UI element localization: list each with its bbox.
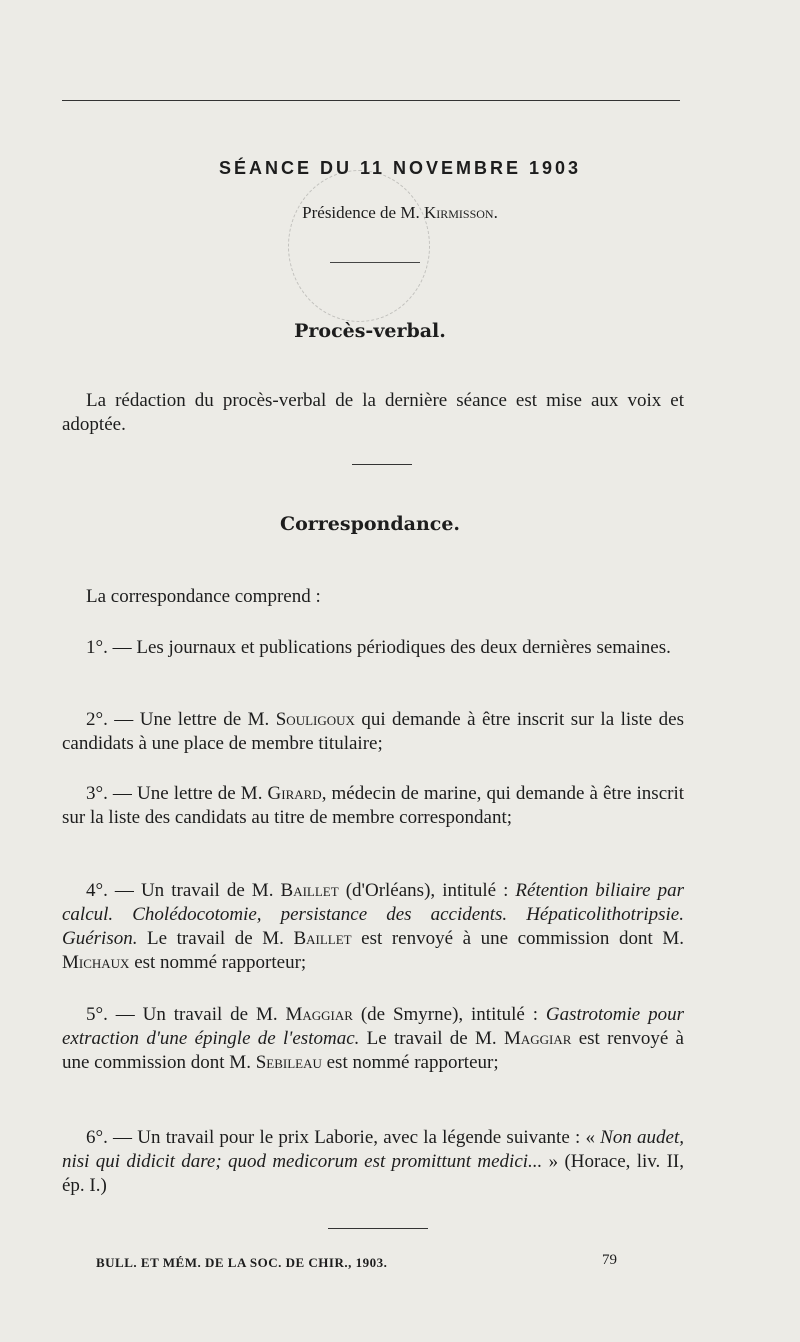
item-1: 1°. — Les journaux et publications périodiques des deux dernières semaines. [86,637,671,658]
stamp-line [330,262,420,263]
presidence-prefix: Présidence de M. [302,203,424,222]
author-name: Souligoux [275,709,355,730]
item-6: 6°. — Un travail pour le prix Laborie, avec la légende suivante : « Non audet, nisi qui didicit dare; quod medicorum est promittunt medici... » (Horace, liv. II, ép. I.) [62,1127,684,1196]
library-stamp [288,170,430,322]
item-3: 3°. — Une lettre de M. Girard, médecin de marine, qui demande à être inscrit sur la liste des candidats au titre de membre correspondant; [62,783,685,828]
item-2: 2°. — Une lettre de M. Souligoux qui demande à être inscrit sur la liste des candidats à une place de membre titulaire; [62,709,685,754]
proces-verbal-title: Procès-verbal. [294,320,446,342]
work-title: Rétention biliaire par calcul. Cholédocotomie, persistance des accidents. Hépaticolithotripsie. Guérison. [62,880,684,949]
author-name: Girard [267,783,322,804]
correspondance-title: Correspondance. [279,513,461,535]
section-divider [352,464,412,465]
journal-footer: BULL. ET MÉM. DE LA SOC. DE CHIR., 1903. [96,1255,388,1270]
rapporteur-name: Sebileau [255,1052,322,1073]
item-5: 5°. — Un travail de M. Maggiar (de Smyrne), intitulé : Gastrotomie pour extraction d'une épingle de l'estomac. Le travail de M. Maggiar est renvoyé à une commission dont M. Sebileau est nommé rapporteur; [62,1004,684,1073]
top-rule [62,100,680,101]
author-name: Baillet [280,880,339,901]
correspondance-intro: La correspondance comprend : [86,586,321,607]
latin-quote: Non audet, nisi qui didicit dare; quod medicorum est promittunt medici... [62,1127,684,1172]
proces-verbal-text: La rédaction du procès-verbal de la dernière séance est mise aux voix et adoptée. [62,390,684,435]
end-rule [328,1228,428,1229]
author-name: Baillet [293,928,352,949]
author-name: Maggiar [503,1028,572,1049]
item-4: 4°. — Un travail de M. Baillet (d'Orléans), intitulé : Rétention biliaire par calcul. Cholédocotomie, persistance des accidents. Hépaticolithotripsie. Guérison. Le travail de M. Baillet est renvoyé à une commission dont M. Michaux est nommé rapporteur; [62,880,684,973]
president-name: Kirmisson. [423,203,498,222]
rapporteur-name: Michaux [62,952,130,973]
page-number: 79 [602,1252,617,1268]
seance-heading: SÉANCE DU 11 NOVEMBRE 1903 [218,158,582,178]
work-title: Gastrotomie pour extraction d'une épingle de l'estomac. [62,1004,684,1049]
author-name: Maggiar [285,1004,353,1025]
